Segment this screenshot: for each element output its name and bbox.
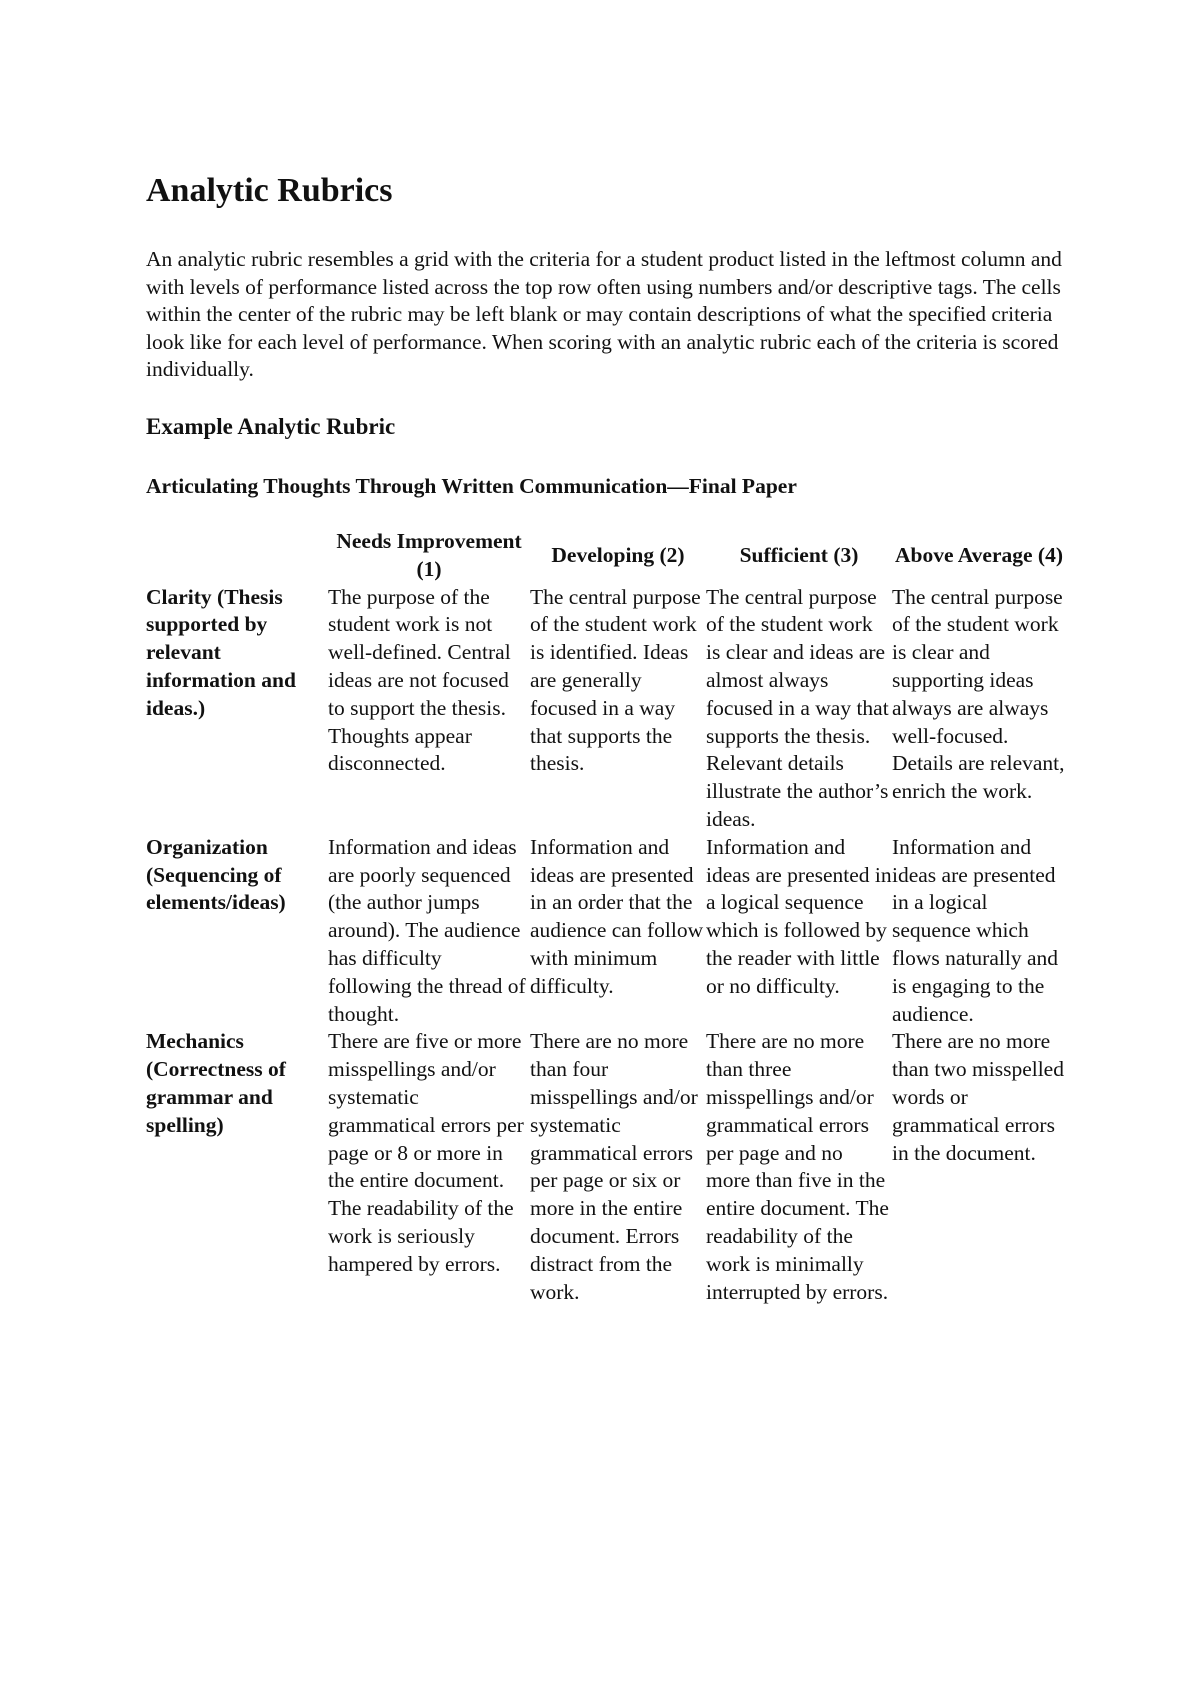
rubric-cell: There are five or more misspellings and/or systematic grammatical errors per page or 8 or more in the entire document. The readability of the work is seriously hampered by errors. xyxy=(328,1029,524,1276)
rubric-header-level-2: Developing (2) xyxy=(551,542,685,567)
rubric-cell: The purpose of the student work is not well-defined. Central ideas are not focused to support the thesis. Thoughts appear disconnected. xyxy=(328,584,511,776)
criterion-cell: Mechanics (Correctness of grammar and spelling) xyxy=(146,1029,286,1137)
rubric-title: Articulating Thoughts Through Written Communication—Final Paper xyxy=(146,474,797,498)
criterion-cell: Organization (Sequencing of elements/ideas) xyxy=(146,834,286,915)
example-heading: Example Analytic Rubric xyxy=(146,414,396,439)
criterion-cell: Clarity (Thesis supported by relevant information and ideas.) xyxy=(146,584,296,720)
rubric-cell: Information and ideas are presented in a logical sequence which is followed by the reader with little or no difficulty. xyxy=(706,834,892,998)
rubric-cell: The central purpose of the student work is clear and ideas are almost always focused in a way that supports the thesis. Relevant details illustrate the author’s ideas. xyxy=(706,584,889,831)
rubric-header-level-4: Above Average (4) xyxy=(895,542,1063,567)
rubric-row-mechanics xyxy=(146,1028,1066,1306)
rubric-cell: Information and ideas are presented in a logical sequence which flows naturally and is engaging to the audience. xyxy=(892,834,1058,1026)
rubric-table xyxy=(146,528,1066,1306)
rubric-cell: The central purpose of the student work is clear and supporting ideas always are always well-focused. Details are relevant, enrich the work. xyxy=(892,584,1065,804)
rubric-header-level-3: Sufficient (3) xyxy=(739,542,859,567)
rubric-row-clarity xyxy=(146,584,1066,834)
rubric-cell: Information and ideas are poorly sequenced (the author jumps around). The audience has difficulty following the thread of thought. xyxy=(328,834,526,1026)
rubric-cell: The central purpose of the student work is identified. Ideas are generally focused in a way that supports the thesis. xyxy=(530,584,701,776)
rubric-cell: There are no more than three misspellings and/or grammatical errors per page and no more than five in the entire document. The readability of the work is minimally interrupted by errors. xyxy=(706,1029,889,1304)
rubric-row-organization xyxy=(146,834,1066,1029)
rubric-header-criteria xyxy=(146,528,328,584)
rubric-header-row xyxy=(146,528,1066,584)
rubric-cell: There are no more than two misspelled words or grammatical errors in the document. xyxy=(892,1029,1064,1165)
rubric-header-level-1: Needs Improvement (1) xyxy=(336,529,522,581)
rubric-cell: Information and ideas are presented in an order that the audience can follow with minimum difficulty. xyxy=(530,834,704,998)
page-title: Analytic Rubrics xyxy=(146,172,393,209)
rubric-cell: There are no more than four misspellings and/or systematic grammatical errors per page or six or more in the entire document. Errors distract from the work. xyxy=(530,1029,698,1304)
intro-paragraph: An analytic rubric resembles a grid with the criteria for a student product listed in the leftmost column and with levels of performance listed across the top row often using numbers and/or descriptive tags. The cells within the center of the rubric may be left blank or may contain descriptions of what the specified criteria look like for each level of performance. When scoring with an analytic rubric each of the criteria is scored individually. xyxy=(146,247,1062,382)
